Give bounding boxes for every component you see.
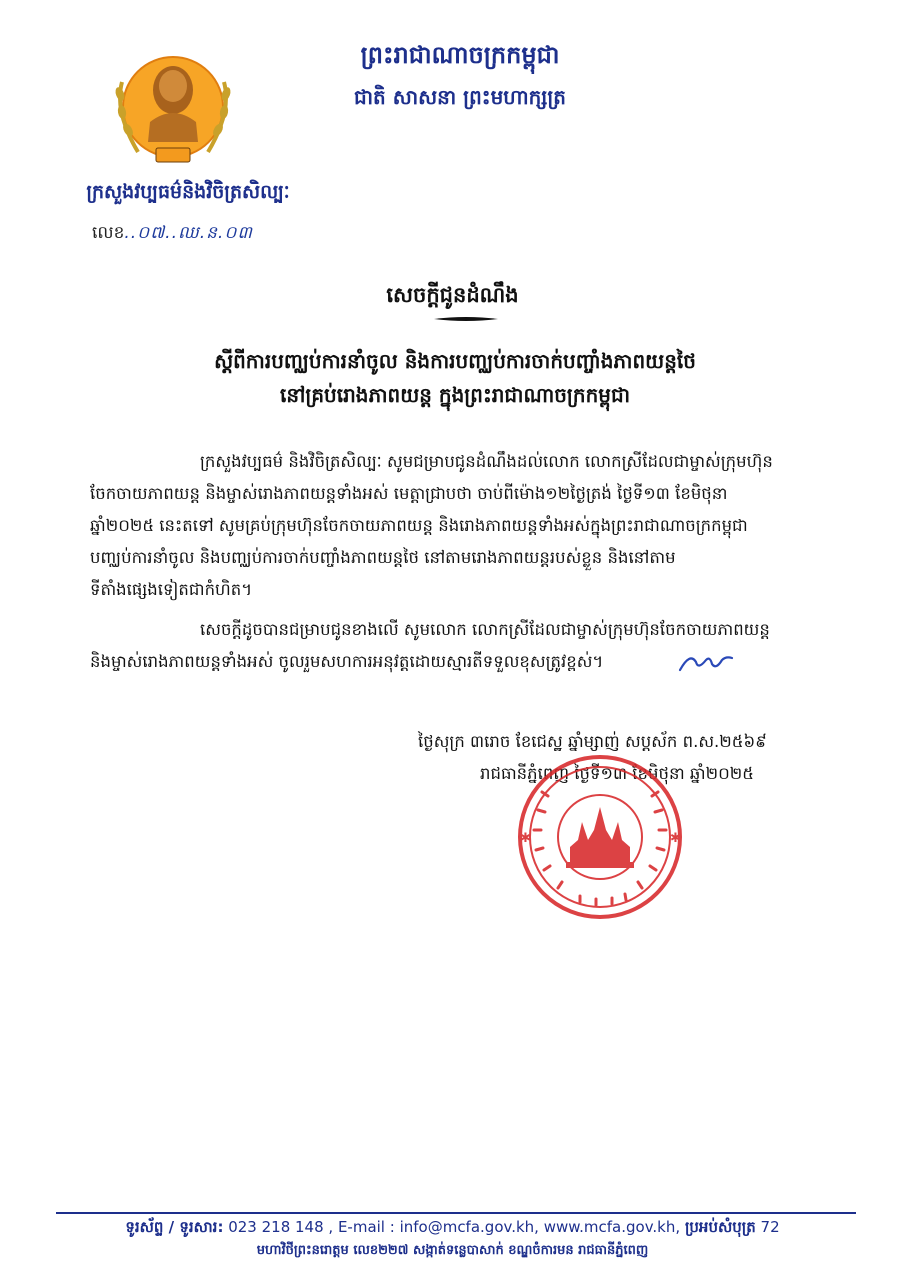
ministry-name: ក្រសួងវប្បធម៌និងវិចិត្រសិល្បៈ: [86, 181, 290, 203]
paragraph-line: បញ្ឈប់ការនាំចូល និងបញ្ឈប់ការចាក់បញ្ចាំងភាពយន្តថៃ នៅតាមរោងភាពយន្តរបស់ខ្លួន និងនៅតាម: [90, 548, 676, 567]
paragraph-line: ក្រសួងវប្បធម៌ និងវិចិត្រសិល្បៈ សូមជម្រាបជូនដំណឹងដល់លោក លោកស្រីដែលជាម្ចាស់ក្រុមហ៊ុន: [200, 452, 773, 471]
national-motto: ជាតិ សាសនា ព្រះមហាក្សត្រ: [354, 85, 566, 109]
reference-prefix: លេខ: [92, 223, 125, 243]
po-box-label: ប្រអប់សំបុត្រ: [684, 1218, 756, 1236]
initials-signature: [676, 648, 736, 676]
footer-contact: [0, 1218, 905, 1240]
ministry-logo: [108, 42, 238, 172]
subject-line-1: ស្តីពីការបញ្ឈប់ការនាំចូល និងការបញ្ឈប់ការចាក់បញ្ចាំងភាពយន្តថៃ: [214, 349, 696, 373]
footer-divider: [56, 1212, 856, 1214]
paragraph-line: ចែកចាយភាពយន្ត និងម្ចាស់រោងភាពយន្តទាំងអស់ មេត្តាជ្រាបថា ចាប់ពីម៉ោង១២ថ្ងៃត្រង់ ថ្ងៃទី១៣ ខែមិថុនា: [90, 484, 728, 503]
solar-date: រាជធានីភ្នំពេញ ថ្ងៃទី១៣ ខែមិថុនា ឆ្នាំ២០២៥: [480, 764, 754, 783]
footer-address: មហាវិថីព្រះនរោត្តម លេខ២២៧ សង្កាត់ទន្លេបាសាក់ ខណ្ឌចំការមន រាជធានីភ្នំពេញ: [256, 1243, 649, 1258]
lunar-date: ថ្ងៃសុក្រ ៣រោច ខែជេស្ឋ ឆ្នាំម្សាញ់ សប្តស័ក ព.ស.២៥៦៩: [418, 732, 767, 751]
title-divider: [432, 314, 500, 324]
po-box-number: 72: [760, 1218, 780, 1236]
document-type-title: សេចក្តីជូនដំណឹង: [386, 282, 519, 307]
paragraph-line: ឆ្នាំ២០២៥ នេះតទៅ សូមគ្រប់ក្រុមហ៊ុនចែកចាយភាពយន្ត និងរោងភាពយន្តទាំងអស់ក្នុងព្រះរាជាណាចក្រកម្ពុជា: [90, 516, 748, 535]
official-seal: [500, 752, 700, 922]
paragraph-line: និងម្ចាស់រោងភាពយន្តទាំងអស់ ចូលរួមសហការអនុវត្តដោយស្មារតីទទួលខុសត្រូវខ្ពស់។: [90, 652, 604, 671]
subject-line-2: នៅគ្រប់រោងភាពយន្ត ក្នុងព្រះរាជាណាចក្រកម្ពុជា: [279, 383, 631, 407]
svg-text:✱: ✱: [670, 831, 681, 846]
reference-number: [92, 222, 253, 247]
subject-heading: [110, 344, 800, 412]
kingdom-title: ព្រះរាជាណាចក្រកម្ពុជា: [360, 40, 560, 69]
paragraph-line: សេចក្តីដូចបានជម្រាបជូនខាងលើ សូមលោក លោកស្រីដែលជាម្ចាស់ក្រុមហ៊ុនចែកចាយភាពយន្ត: [200, 620, 770, 639]
reference-value: ..០៧..ឈ.ន.០៣: [124, 223, 253, 243]
body-paragraph-1: [90, 446, 830, 606]
svg-text:✱: ✱: [520, 831, 531, 846]
contact-label: ទូរស័ព្ទ / ទូរសារ:: [125, 1218, 224, 1236]
contact-info: 023 218 148 , E-mail : info@mcfa.gov.kh, www.mcfa.gov.kh,: [228, 1218, 681, 1236]
paragraph-line: ទីតាំងផ្សេងទៀតជាកំហិត។: [90, 580, 253, 599]
